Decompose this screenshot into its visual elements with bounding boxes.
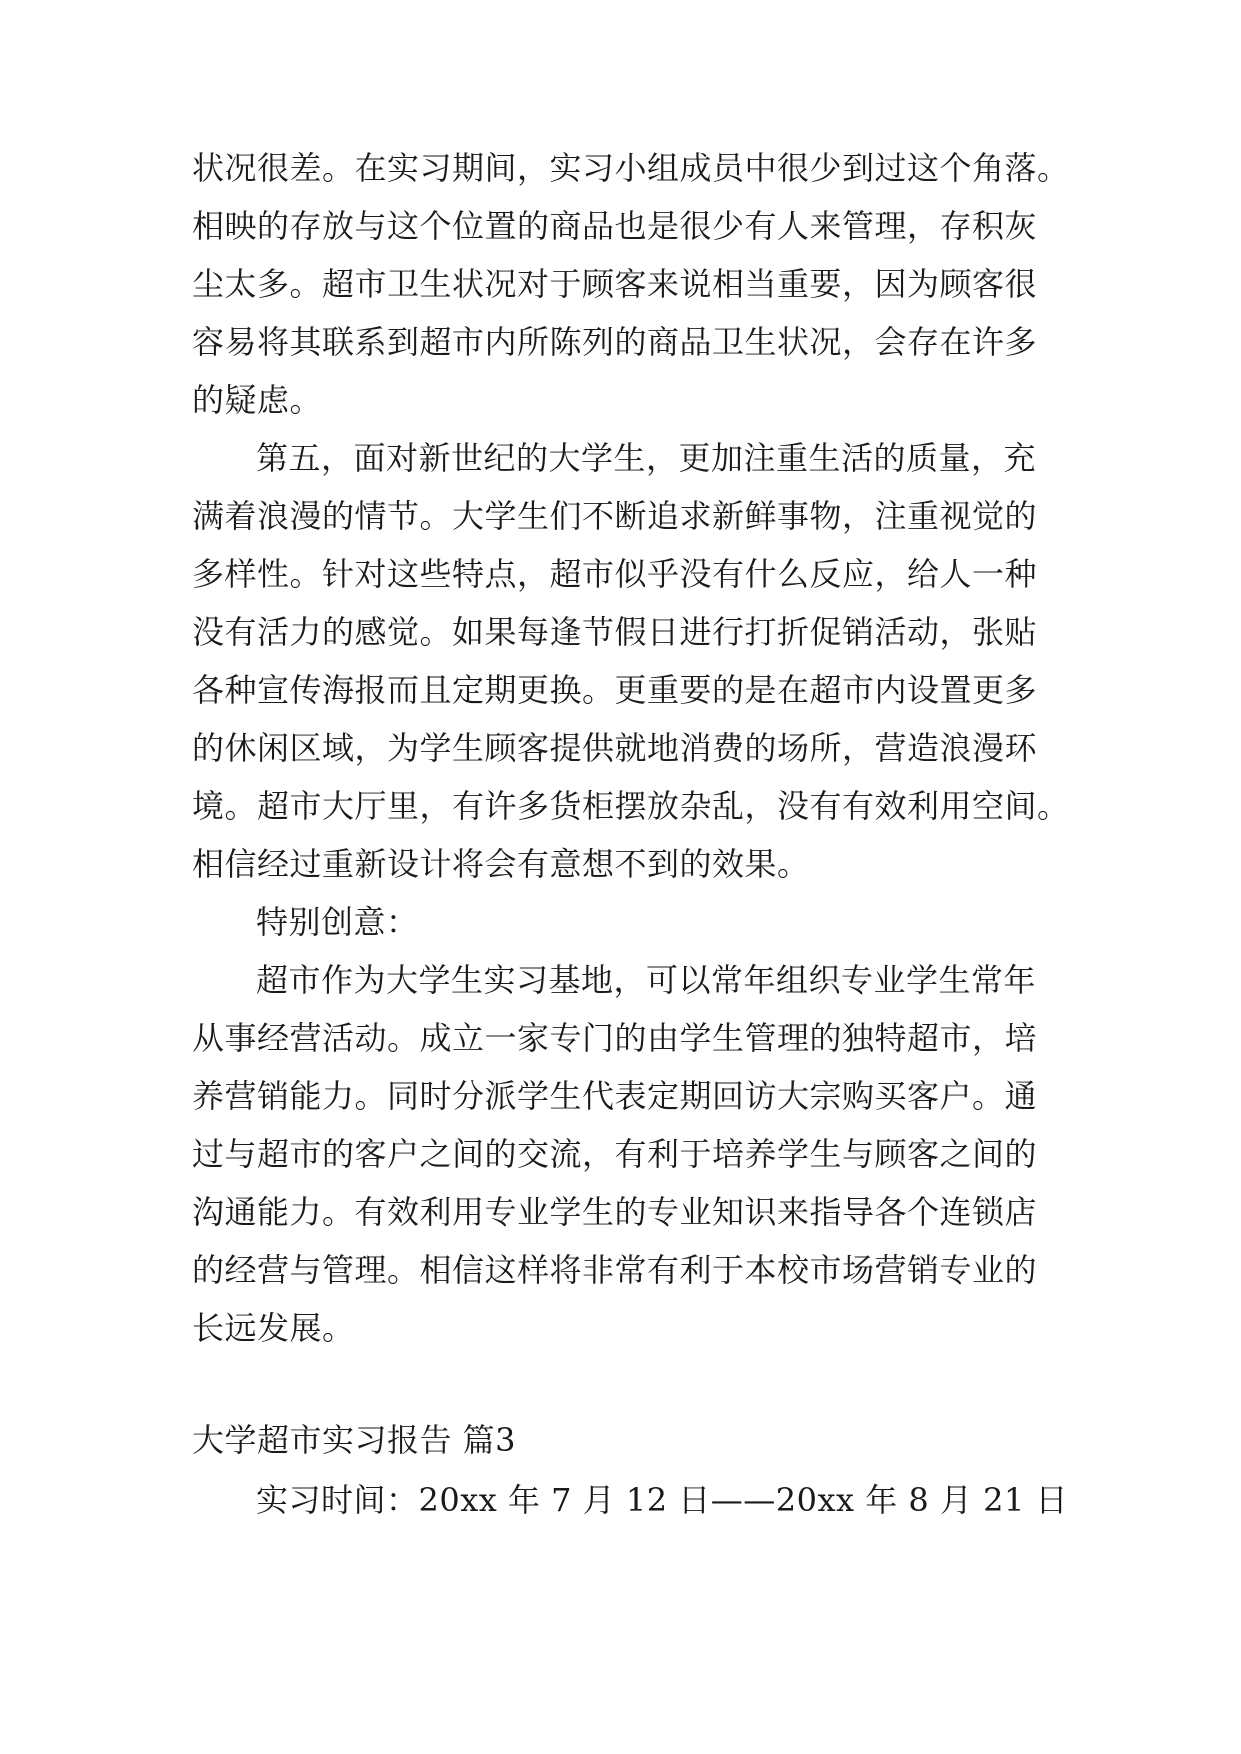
paragraph-line: 境。超市大厅里，有许多货柜摆放杂乱，没有有效利用空间。: [192, 787, 1070, 825]
paragraph-line: 超市作为大学生实习基地，可以常年组织专业学生常年: [256, 961, 1037, 999]
paragraph-line: 多样性。针对这些特点，超市似乎没有什么反应，给人一种: [192, 555, 1038, 593]
paragraph-line: 过与超市的客户之间的交流，有利于培养学生与顾客之间的: [192, 1135, 1038, 1173]
paragraph-line: 的疑虑。: [192, 381, 323, 419]
paragraph-line: 相信经过重新设计将会有意想不到的效果。: [192, 845, 810, 883]
paragraph-line: 从事经营活动。成立一家专门的由学生管理的独特超市，培: [192, 1019, 1038, 1057]
paragraph-line: 相映的存放与这个位置的商品也是很少有人来管理，存积灰: [192, 207, 1038, 245]
paragraph-line: 没有活力的感觉。如果每逢节假日进行打折促销活动，张贴: [192, 613, 1038, 651]
paragraph-line: 第五，面对新世纪的大学生，更加注重生活的质量，充: [256, 439, 1037, 477]
paragraph-line: 实习时间：20xx 年 7 月 12 日——20xx 年 8 月 21 日: [256, 1481, 1069, 1519]
paragraph-line: 状况很差。在实习期间，实习小组成员中很少到过这个角落。: [192, 149, 1070, 187]
paragraph-line: 满着浪漫的情节。大学生们不断追求新鲜事物，注重视觉的: [192, 497, 1038, 535]
paragraph-line: 的经营与管理。相信这样将非常有利于本校市场营销专业的: [192, 1251, 1038, 1289]
paragraph-line: 尘太多。超市卫生状况对于顾客来说相当重要，因为顾客很: [192, 265, 1038, 303]
paragraph-line: 长远发展。: [192, 1309, 355, 1347]
paragraph-line: 容易将其联系到超市内所陈列的商品卫生状况，会存在许多: [192, 323, 1038, 361]
paragraph-line: 养营销能力。同时分派学生代表定期回访大宗购买客户。通: [192, 1077, 1038, 1115]
paragraph-line: 各种宣传海报而且定期更换。更重要的是在超市内设置更多: [192, 671, 1038, 709]
section-heading: 大学超市实习报告 篇3: [192, 1421, 517, 1459]
paragraph-line: 的休闲区域，为学生顾客提供就地消费的场所，营造浪漫环: [192, 729, 1038, 767]
paragraph-line: 沟通能力。有效利用专业学生的专业知识来指导各个连锁店: [192, 1193, 1038, 1231]
paragraph-line: 特别创意：: [256, 903, 419, 941]
